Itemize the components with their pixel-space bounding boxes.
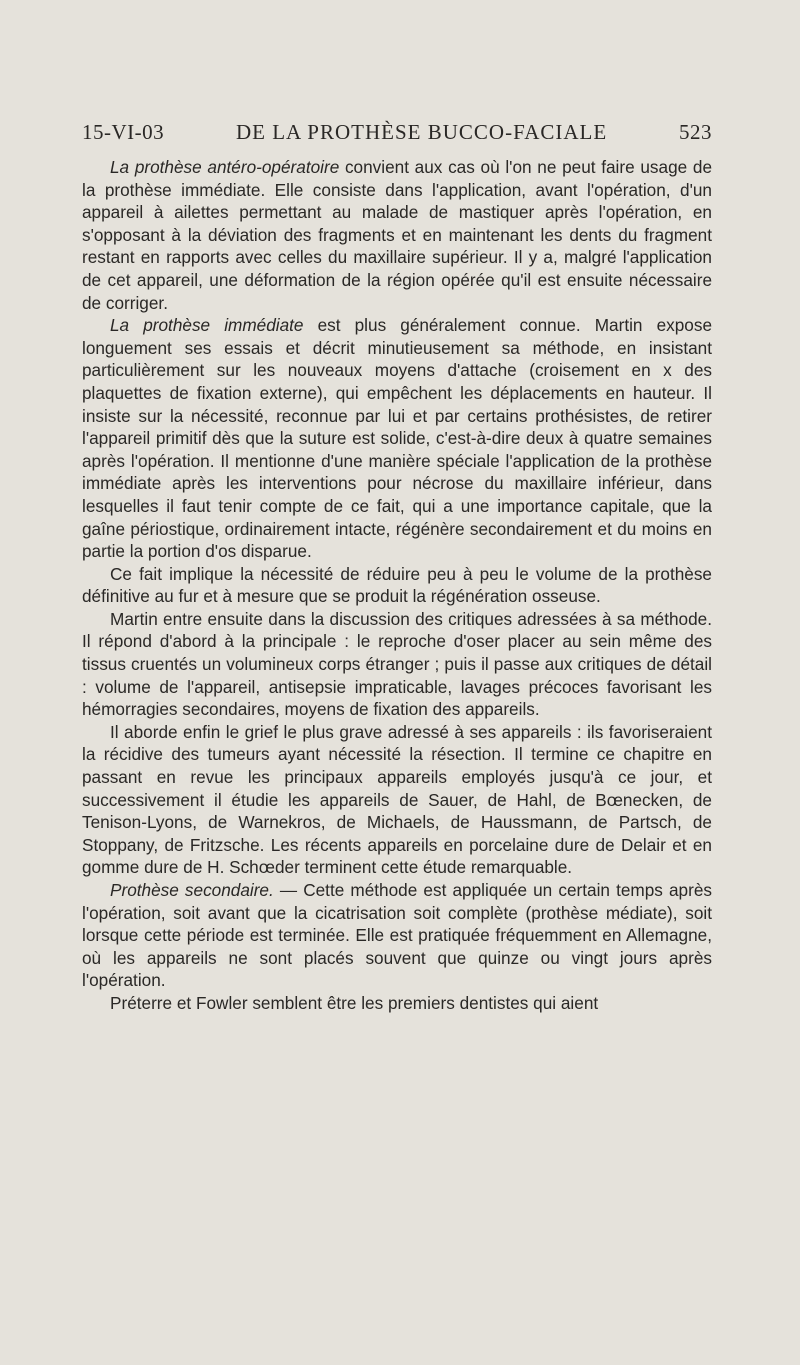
paragraph: [82, 992, 712, 1015]
paragraph: [82, 879, 712, 992]
italic-lead: La prothèse antéro-opératoire: [110, 157, 340, 177]
paragraph: [82, 156, 712, 314]
italic-lead: La prothèse immédiate: [110, 315, 304, 336]
running-header: [82, 120, 712, 145]
paragraph-text: est plus généralement connue. Martin expose longuement ses essais et décrit minutieusement sa méthode, en insistant particulièrement sur les nouveaux moyens d'attache (croisement en x des plaquettes de fixation externe), qui empêchent les déplacements en hauteur. Il insiste sur la nécessité, reconnue par lui et par certains prothésistes, de retirer l'appareil primitif dès que la suture est solide, c'est-à-dire deux à quatre semaines après l'opération. Il mentionne d'une manière spéciale l'application de la prothèse immédiate après les interventions pour nécrose du maxillaire inférieur, dans lesquelles il faut tenir compte de ce fait, qui a une importance capitale, que la gaîne périostique, ordinairement intacte, régénère secondairement et du moins en partie la portion d'os disparue.: [82, 315, 712, 562]
paragraph-text: — Cette méthode est appliquée un certain temps après l'opération, soit avant que la cicatrisation soit complète (prothèse médiate), soit lorsque cette période est terminée. Elle est pratiquée fréquemment en Allemagne, où les appareils ne sont placés souvent que quinze ou vingt jours après l'opération.: [82, 880, 712, 991]
paragraph: [82, 563, 712, 608]
paragraph: [82, 721, 712, 879]
paragraph-text: Ce fait implique la nécessité de réduire peu à peu le volume de la prothèse définitive au fur et à mesure que se produit la régénération osseuse.: [82, 563, 712, 607]
header-date: 15-VI-03: [82, 120, 165, 144]
paragraph-text: convient aux cas où l'on ne peut faire usage de la prothèse immédiate. Elle consiste dans l'application, avant l'opération, d'un appareil à ailettes permettant au malade de mastiquer après l'opération, en s'opposant à la déviation des fragments et en maintenant les dents du fragment restant en rapports avec celles du maxillaire supérieur. Il y a, malgré l'application de cet appareil, une déformation de la région opérée qu'il est ensuite nécessaire de corriger.: [82, 157, 712, 313]
paragraph-text: Préterre et Fowler semblent être les premiers dentistes qui aient: [110, 992, 599, 1013]
italic-lead: Prothèse secondaire.: [110, 880, 274, 900]
paragraph-text: Il aborde enfin le grief le plus grave adressé à ses appareils : ils favoriseraient la récidive des tumeurs ayant nécessité la résection. Il termine ce chapitre en passant en revue les principaux appareils employés jusqu'à ce jour, et successivement il étudie les appareils de Sauer, de Hahl, de Bœnecken, de Tenison-Lyons, de Warnekros, de Michaels, de Haussmann, de Partsch, de Stoppany, de Fritzsche. Les récents appareils en porcelaine dure de Delair et en gomme dure de H. Schœder terminent cette étude remarquable.: [82, 721, 712, 878]
body-text: [82, 156, 712, 1015]
paragraph: [82, 314, 712, 563]
paragraph: [82, 608, 712, 721]
header-title: DE LA PROTHÈSE BUCCO-FACIALE: [235, 120, 608, 144]
paragraph-text: Martin entre ensuite dans la discussion des critiques adressées à sa méthode. Il répond d'abord à la principale : le reproche d'oser placer au sein même des tissus cruentés un volumineux corps étranger ; puis il passe aux critiques de détail : volume de l'appareil, antisepsie impraticable, lavages précoces favorisant les hémorragies secondaires, moyens de fixation des appareils.: [82, 608, 712, 720]
page-number: 523: [679, 120, 712, 144]
